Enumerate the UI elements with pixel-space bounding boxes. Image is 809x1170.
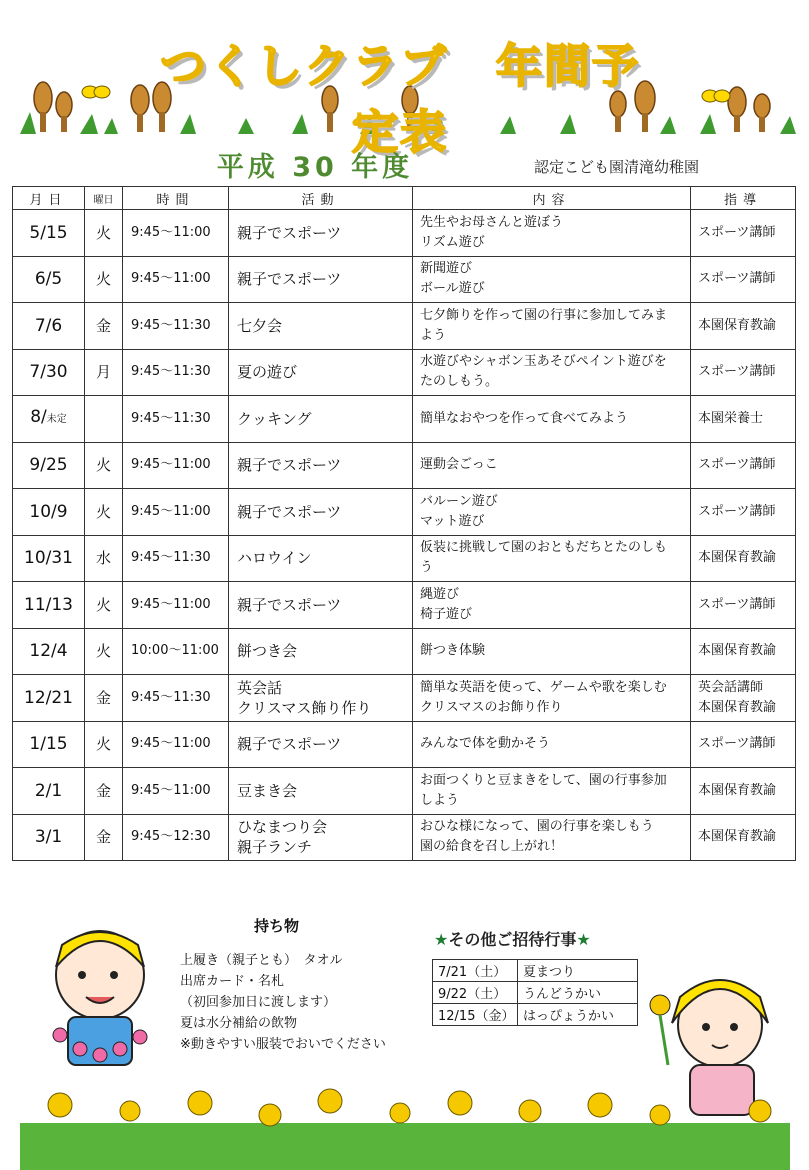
table-row bbox=[13, 814, 796, 861]
activity-line: 親子でスポーツ bbox=[237, 502, 342, 521]
time-cell: 9:45～11:00 bbox=[123, 210, 229, 257]
col-header-content: 内容 bbox=[413, 187, 691, 210]
activity-cell bbox=[229, 582, 413, 629]
table-row bbox=[13, 628, 796, 675]
col-header-activity: 活動 bbox=[229, 187, 413, 210]
content-line: 椅子遊び bbox=[420, 606, 473, 622]
leader-line: 本園保育教諭 bbox=[698, 550, 777, 566]
schedule-table bbox=[12, 186, 796, 861]
content-line: みんなで体を動かそう bbox=[420, 736, 551, 752]
activity-cell bbox=[229, 256, 413, 303]
leader-cell bbox=[691, 396, 796, 443]
content-cell bbox=[413, 210, 691, 257]
girl-illustration bbox=[650, 980, 768, 1115]
activity-line: 親子でスポーツ bbox=[237, 223, 342, 242]
activity-cell bbox=[229, 721, 413, 768]
content-line: バルーン遊び bbox=[420, 493, 498, 509]
date-text: 6/5 bbox=[34, 269, 63, 290]
activity-line: クッキング bbox=[237, 409, 312, 428]
other-events-heading bbox=[434, 927, 638, 950]
table-row bbox=[13, 535, 796, 582]
weekday-cell: 金 bbox=[85, 768, 123, 815]
content-line: 水遊びやシャボン玉あそびペイント遊びを bbox=[420, 354, 667, 370]
activity-cell bbox=[229, 349, 413, 396]
leader-cell bbox=[691, 303, 796, 350]
activity-line: 親子でスポーツ bbox=[237, 456, 342, 475]
date-text: 3/1 bbox=[34, 827, 63, 848]
weekday-cell: 火 bbox=[85, 210, 123, 257]
col-header-leader: 指導 bbox=[691, 187, 796, 210]
leader-cell bbox=[691, 768, 796, 815]
table-row bbox=[13, 303, 796, 350]
time-cell: 9:45～11:30 bbox=[123, 303, 229, 350]
date-cell bbox=[13, 675, 85, 722]
weekday-cell: 火 bbox=[85, 721, 123, 768]
header bbox=[0, 0, 809, 190]
content-cell bbox=[413, 442, 691, 489]
weekday-cell: 月 bbox=[85, 349, 123, 396]
leader-line: スポーツ講師 bbox=[698, 736, 776, 752]
star-icon: ★ bbox=[434, 930, 449, 949]
content-line: 簡単な英語を使って、ゲームや歌を楽しむ bbox=[420, 679, 667, 695]
schedule-header-row bbox=[13, 187, 796, 210]
leader-line: スポーツ講師 bbox=[698, 271, 776, 287]
event-row bbox=[433, 982, 638, 1004]
content-cell bbox=[413, 721, 691, 768]
date-cell bbox=[13, 582, 85, 629]
leader-line: 本園保育教諭 bbox=[698, 782, 777, 798]
content-line: ボール遊び bbox=[420, 281, 485, 297]
content-cell bbox=[413, 675, 691, 722]
leader-cell bbox=[691, 210, 796, 257]
weekday-cell: 火 bbox=[85, 442, 123, 489]
date-cell bbox=[13, 396, 85, 443]
activity-line: クリスマス飾り作り bbox=[237, 698, 372, 717]
content-line: たのしもう。 bbox=[420, 374, 499, 390]
col-header-dow: 曜日 bbox=[85, 187, 123, 210]
col-header-date: 月日 bbox=[13, 187, 85, 210]
content-line: 先生やお母さんと遊ぼう bbox=[420, 214, 564, 230]
content-cell bbox=[413, 814, 691, 861]
leader-line: スポーツ講師 bbox=[698, 596, 776, 612]
activity-line: 親子でスポーツ bbox=[237, 595, 342, 614]
event-date: 7/21（土） bbox=[433, 960, 518, 982]
weekday-cell: 火 bbox=[85, 489, 123, 536]
time-cell: 9:45～11:00 bbox=[123, 582, 229, 629]
content-cell bbox=[413, 349, 691, 396]
content-line: 仮装に挑戦して園のおともだちとたのしも bbox=[420, 540, 668, 556]
event-name: 夏まつり bbox=[518, 960, 638, 982]
leader-line: 本園保育教諭 bbox=[698, 317, 777, 333]
event-name: はっぴょうかい bbox=[518, 1004, 638, 1026]
event-name: うんどうかい bbox=[518, 982, 638, 1004]
content-line: 新聞遊び bbox=[420, 261, 473, 277]
activity-line: 餅つき会 bbox=[237, 642, 298, 661]
activity-line: 豆まき会 bbox=[237, 781, 298, 800]
belongings-line: 出席カード・名札 bbox=[180, 974, 285, 989]
table-row bbox=[13, 396, 796, 443]
activity-cell bbox=[229, 814, 413, 861]
page-title: つくしクラブ 年間予定表 bbox=[160, 39, 640, 159]
time-cell: 9:45～11:00 bbox=[123, 489, 229, 536]
time-cell: 9:45～11:00 bbox=[123, 768, 229, 815]
content-line: マット遊び bbox=[420, 513, 485, 529]
leader-line: 本園栄養士 bbox=[698, 410, 764, 426]
time-cell: 9:45～11:00 bbox=[123, 721, 229, 768]
time-cell: 9:45～11:30 bbox=[123, 675, 229, 722]
activity-line: ハロウイン bbox=[237, 549, 312, 568]
other-events-heading-text: その他ご招待行事 bbox=[448, 930, 577, 949]
content-line: う bbox=[420, 560, 434, 576]
time-cell: 9:45～11:30 bbox=[123, 535, 229, 582]
event-date: 12/15（金） bbox=[433, 1004, 518, 1026]
weekday-cell bbox=[85, 396, 123, 443]
weekday-cell: 金 bbox=[85, 303, 123, 350]
leader-line: スポーツ講師 bbox=[698, 364, 776, 380]
time-cell: 9:45～11:30 bbox=[123, 396, 229, 443]
leader-cell bbox=[691, 256, 796, 303]
activity-line: 親子でスポーツ bbox=[237, 270, 342, 289]
content-cell bbox=[413, 535, 691, 582]
date-cell bbox=[13, 210, 85, 257]
leader-cell bbox=[691, 349, 796, 396]
date-cell bbox=[13, 349, 85, 396]
time-cell: 9:45～11:00 bbox=[123, 256, 229, 303]
leader-line: スポーツ講師 bbox=[698, 224, 776, 240]
content-line: 運動会ごっこ bbox=[420, 457, 498, 473]
weekday-cell: 火 bbox=[85, 582, 123, 629]
table-row bbox=[13, 256, 796, 303]
weekday-cell: 火 bbox=[85, 628, 123, 675]
content-line: 簡単なおやつを作って食べてみよう bbox=[420, 410, 629, 426]
leader-line: 本園保育教諭 bbox=[698, 829, 777, 845]
leader-cell bbox=[691, 442, 796, 489]
activity-line: 英会話 bbox=[237, 678, 283, 697]
date-text: 5/15 bbox=[29, 222, 68, 243]
content-line: しよう bbox=[420, 792, 460, 808]
table-row bbox=[13, 721, 796, 768]
content-line: 七夕飾りを作って園の行事に参加してみま bbox=[420, 307, 668, 323]
time-cell: 10:00～11:00 bbox=[123, 628, 229, 675]
content-cell bbox=[413, 256, 691, 303]
date-cell bbox=[13, 256, 85, 303]
date-cell bbox=[13, 535, 85, 582]
activity-cell bbox=[229, 628, 413, 675]
date-cell bbox=[13, 628, 85, 675]
table-row bbox=[13, 210, 796, 257]
leader-cell bbox=[691, 721, 796, 768]
belongings-line: ※動きやすい服装でおいでください bbox=[180, 1037, 386, 1052]
date-text: 9/25 bbox=[29, 455, 68, 476]
other-events-table bbox=[432, 959, 638, 1026]
event-date: 9/22（土） bbox=[433, 982, 518, 1004]
content-cell bbox=[413, 628, 691, 675]
date-text: 1/15 bbox=[29, 734, 68, 755]
weekday-cell: 水 bbox=[85, 535, 123, 582]
event-row bbox=[433, 960, 638, 982]
date-cell bbox=[13, 814, 85, 861]
belongings-line: 夏は水分補給の飲物 bbox=[180, 1016, 298, 1031]
content-line: よう bbox=[420, 327, 447, 343]
date-cell bbox=[13, 721, 85, 768]
content-line: 餅つき体験 bbox=[420, 643, 486, 659]
school-name: 認定こども園清滝幼稚園 bbox=[534, 158, 700, 176]
weekday-cell: 金 bbox=[85, 675, 123, 722]
date-text: 7/6 bbox=[34, 315, 63, 336]
date-text: 7/30 bbox=[29, 362, 68, 383]
content-line: クリスマスのお飾り作り bbox=[420, 699, 563, 715]
time-cell: 9:45～11:30 bbox=[123, 349, 229, 396]
belongings-section bbox=[180, 915, 440, 1055]
date-text: 2/1 bbox=[34, 780, 63, 801]
col-header-time: 時間 bbox=[123, 187, 229, 210]
content-line: お面つくりと豆まきをして、園の行事参加 bbox=[420, 772, 667, 788]
activity-cell bbox=[229, 442, 413, 489]
activity-line: 親子ランチ bbox=[237, 838, 313, 857]
time-cell: 9:45～11:00 bbox=[123, 442, 229, 489]
content-line: 縄遊び bbox=[420, 586, 460, 602]
fiscal-year-heading: 平成 30 年度 bbox=[216, 152, 414, 183]
table-row bbox=[13, 768, 796, 815]
boy-illustration bbox=[53, 931, 147, 1065]
date-note: 未定 bbox=[46, 414, 67, 426]
table-row bbox=[13, 349, 796, 396]
date-cell bbox=[13, 768, 85, 815]
time-cell: 9:45～12:30 bbox=[123, 814, 229, 861]
date-cell bbox=[13, 303, 85, 350]
belongings-line: 上履き（親子とも） タオル bbox=[180, 953, 343, 968]
flower-field bbox=[20, 1089, 790, 1170]
table-row bbox=[13, 489, 796, 536]
date-cell bbox=[13, 489, 85, 536]
activity-cell bbox=[229, 768, 413, 815]
activity-line: 夏の遊び bbox=[237, 363, 298, 382]
belongings-heading: 持ち物 bbox=[254, 917, 300, 935]
activity-cell bbox=[229, 396, 413, 443]
star-icon: ★ bbox=[576, 930, 591, 949]
activity-line: 親子でスポーツ bbox=[237, 735, 342, 754]
date-text: 11/13 bbox=[24, 594, 73, 615]
content-line: おひな様になって、園の行事を楽しもう bbox=[420, 819, 654, 835]
activity-cell bbox=[229, 675, 413, 722]
table-row bbox=[13, 442, 796, 489]
activity-cell bbox=[229, 489, 413, 536]
date-text: 12/21 bbox=[24, 687, 73, 708]
activity-cell bbox=[229, 535, 413, 582]
leader-line: スポーツ講師 bbox=[698, 503, 776, 519]
leader-cell bbox=[691, 675, 796, 722]
content-cell bbox=[413, 768, 691, 815]
content-cell bbox=[413, 303, 691, 350]
leader-cell bbox=[691, 814, 796, 861]
event-row bbox=[433, 1004, 638, 1026]
other-events-section bbox=[432, 927, 638, 1026]
leader-line: 本園保育教諭 bbox=[698, 643, 777, 659]
date-text: 8/ bbox=[30, 407, 47, 428]
weekday-cell: 火 bbox=[85, 256, 123, 303]
content-cell bbox=[413, 489, 691, 536]
table-row bbox=[13, 582, 796, 629]
leader-line: 英会話講師 bbox=[698, 679, 764, 695]
table-row bbox=[13, 675, 796, 722]
leader-line: 本園保育教諭 bbox=[698, 699, 777, 715]
leader-cell bbox=[691, 535, 796, 582]
activity-cell bbox=[229, 210, 413, 257]
weekday-cell: 金 bbox=[85, 814, 123, 861]
date-text: 10/31 bbox=[24, 548, 73, 569]
date-cell bbox=[13, 442, 85, 489]
leader-cell bbox=[691, 582, 796, 629]
belongings-line: （初回参加日に渡します） bbox=[180, 995, 337, 1010]
date-text: 12/4 bbox=[29, 641, 68, 662]
content-cell bbox=[413, 582, 691, 629]
activity-line: ひなまつり会 bbox=[237, 818, 328, 837]
leader-cell bbox=[691, 628, 796, 675]
activity-line: 七夕会 bbox=[237, 316, 283, 335]
leader-line: スポーツ講師 bbox=[698, 457, 776, 473]
content-line: リズム遊び bbox=[420, 234, 485, 250]
content-cell bbox=[413, 396, 691, 443]
activity-cell bbox=[229, 303, 413, 350]
date-text: 10/9 bbox=[29, 501, 68, 522]
leader-cell bbox=[691, 489, 796, 536]
content-line: 園の給食を召し上がれ！ bbox=[420, 839, 564, 855]
